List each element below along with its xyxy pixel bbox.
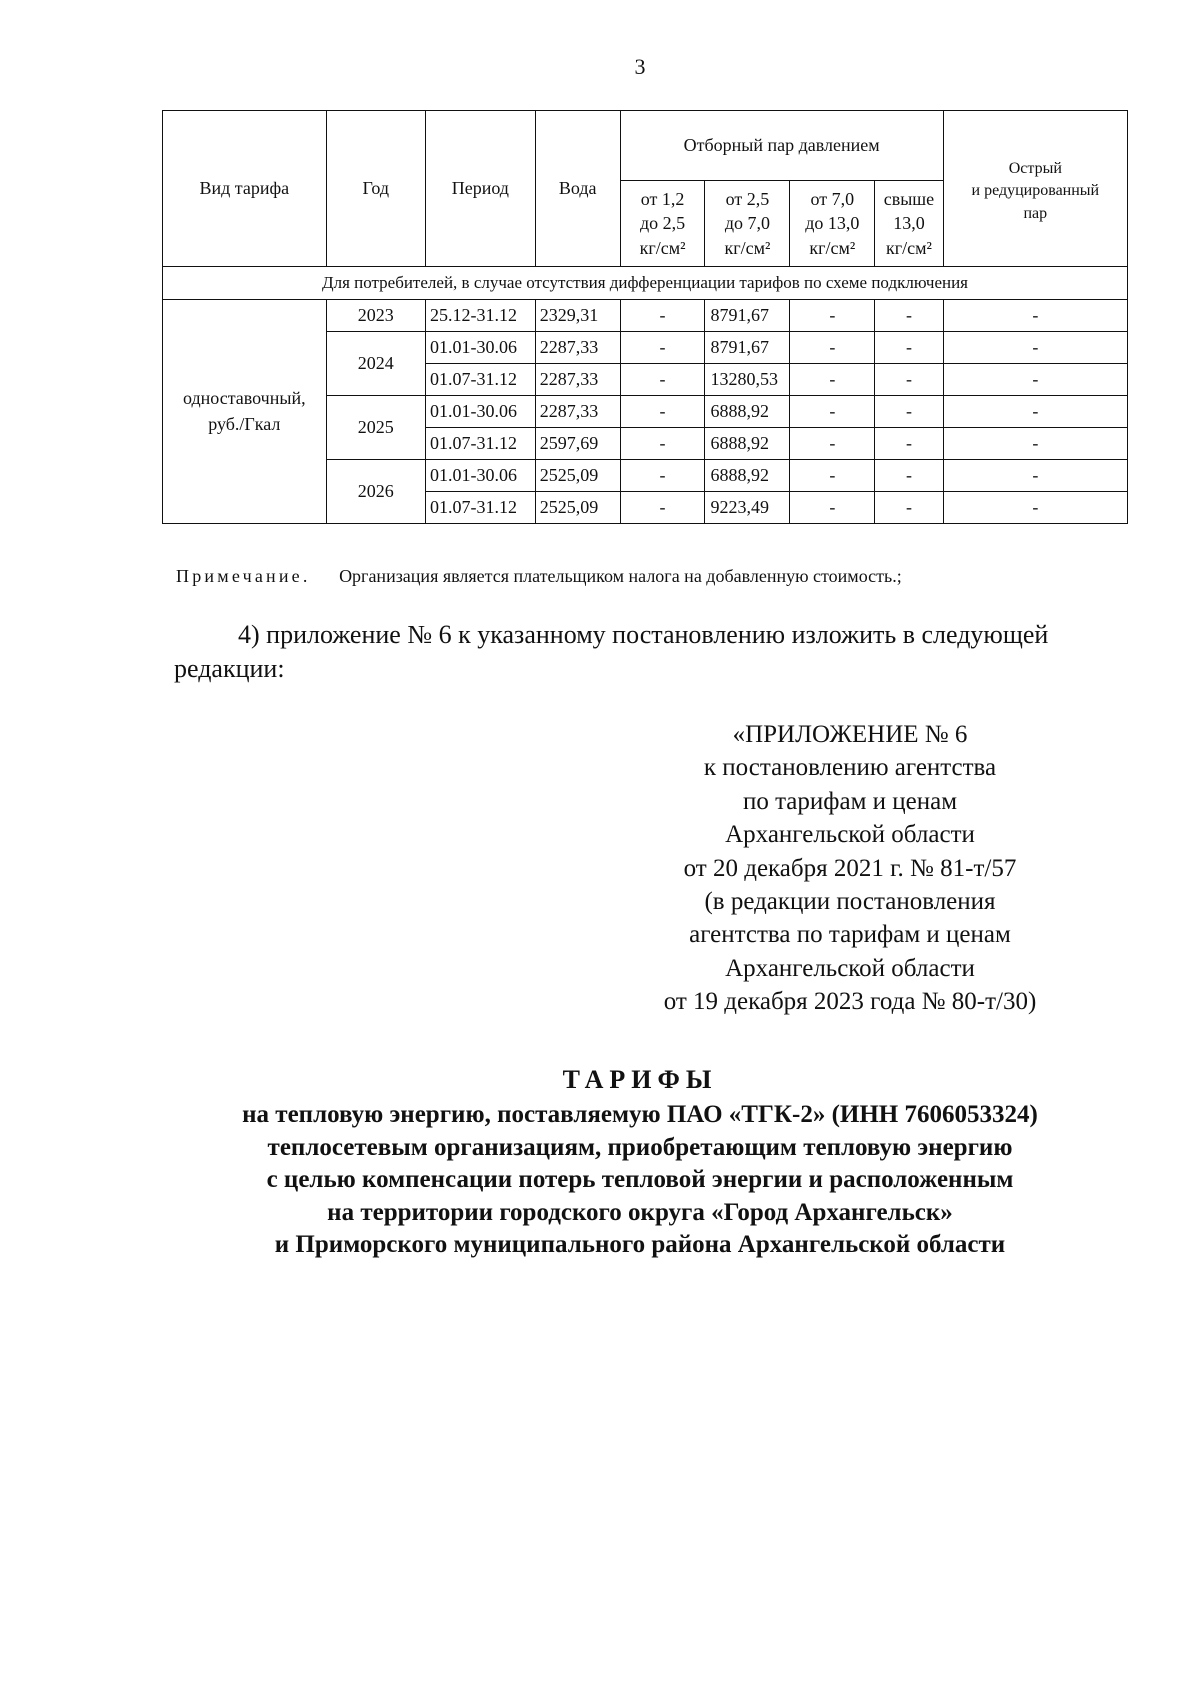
year-cell: 2023	[326, 300, 425, 332]
title-line: теплосетевым организациям, приобретающим тепловую энергию	[267, 1133, 1013, 1161]
ostry-cell: -	[943, 492, 1127, 524]
pressure-4-cell: -	[875, 492, 943, 524]
water-cell: 2287,33	[535, 332, 620, 364]
pressure-4-line-1: свыше	[883, 189, 935, 210]
header-pressure-4	[875, 181, 943, 267]
pressure-3-cell: -	[790, 396, 875, 428]
pressure-1-cell: -	[620, 428, 705, 460]
pressure-3-cell: -	[790, 364, 875, 396]
pressure-2-cell: 9223,49	[705, 492, 790, 524]
tariff-type-line-1: одноставочный,	[182, 388, 306, 409]
appendix-line: по тарифам и ценам	[742, 787, 958, 815]
table-row	[163, 300, 1128, 332]
page-number: 3	[634, 54, 646, 79]
header-period: Период	[425, 111, 535, 267]
pressure-2-line-2: до 7,0	[724, 213, 771, 234]
ostry-cell: -	[943, 332, 1127, 364]
appendix-line: Архангельской области	[725, 821, 975, 849]
title-line: с целью компенсации потерь тепловой энергии и расположенным	[266, 1166, 1014, 1193]
header-ostry-par	[943, 111, 1127, 267]
period-cell: 01.07-31.12	[425, 492, 535, 524]
pressure-4-cell: -	[875, 300, 943, 332]
pressure-4-line-3: кг/см²	[885, 237, 932, 258]
pressure-1-line-1: от 1,2	[640, 189, 685, 210]
period-cell: 01.01-30.06	[425, 460, 535, 492]
pressure-2-cell: 6888,92	[705, 460, 790, 492]
ostry-cell: -	[943, 364, 1127, 396]
pressure-4-cell: -	[875, 364, 943, 396]
header-ostry-line-2: и редуцированный	[971, 182, 1100, 200]
pressure-4-cell: -	[875, 332, 943, 364]
pressure-2-cell: 8791,67	[705, 332, 790, 364]
appendix-line: к постановлению агентства	[703, 754, 997, 782]
tariff-type-cell	[163, 300, 327, 524]
appendix-line: (в редакции постановления	[704, 887, 996, 915]
period-cell: 01.07-31.12	[425, 364, 535, 396]
pressure-4-cell: -	[875, 396, 943, 428]
pressure-2-cell: 6888,92	[705, 428, 790, 460]
pressure-2-cell: 8791,67	[705, 300, 790, 332]
header-vid-tarifa: Вид тарифа	[163, 111, 327, 267]
appendix-line: «ПРИЛОЖЕНИЕ № 6	[732, 721, 968, 748]
year-cell: 2024	[326, 332, 425, 396]
section-title: Для потребителей, в случае отсутствия дифференциации тарифов по схеме подключения	[163, 267, 1128, 300]
pressure-3-line-2: до 13,0	[805, 213, 860, 234]
tariff-table	[162, 110, 1128, 524]
pressure-1-cell: -	[620, 396, 705, 428]
pressure-1-cell: -	[620, 332, 705, 364]
appendix-line: агентства по тарифам и ценам	[689, 921, 1011, 949]
water-cell: 2525,09	[535, 492, 620, 524]
header-otborny-par: Отборный пар давлением	[620, 111, 943, 181]
pressure-1-cell: -	[620, 460, 705, 492]
period-cell: 25.12-31.12	[425, 300, 535, 332]
appendix-line: от 19 декабря 2023 года № 80-т/30)	[663, 988, 1037, 1015]
note-label: Примечание.	[176, 566, 311, 586]
appendix-line: Архангельской области	[725, 954, 975, 982]
year-cell: 2026	[326, 460, 425, 524]
pressure-3-cell: -	[790, 460, 875, 492]
water-cell: 2525,09	[535, 460, 620, 492]
ostry-cell: -	[943, 428, 1127, 460]
pressure-1-line-3: кг/см²	[639, 237, 686, 258]
header-pressure-1	[620, 181, 705, 267]
water-cell: 2329,31	[535, 300, 620, 332]
note-text: Организация является плательщиком налога на добавленную стоимость.;	[339, 566, 902, 586]
water-cell: 2287,33	[535, 364, 620, 396]
pressure-1-cell: -	[620, 364, 705, 396]
appendix-header	[640, 718, 1060, 1018]
pressure-4-line-2: 13,0	[893, 213, 925, 234]
pressure-2-cell: 13280,53	[705, 364, 790, 396]
year-cell: 2025	[326, 396, 425, 460]
ostry-cell: -	[943, 460, 1127, 492]
pressure-1-line-2: до 2,5	[639, 213, 686, 234]
ostry-cell: -	[943, 300, 1127, 332]
document-title: ТАРИФЫ	[562, 1065, 718, 1094]
header-pressure-3	[790, 181, 875, 267]
pressure-2-cell: 6888,92	[705, 396, 790, 428]
header-ostry-line-1: Острый	[1008, 159, 1062, 177]
pressure-1-cell: -	[620, 492, 705, 524]
water-cell: 2597,69	[535, 428, 620, 460]
title-line: на тепловую энергию, поставляемую ПАО «ТГК-2» (ИНН 7606053324)	[242, 1101, 1038, 1128]
document-title-block	[120, 1065, 1160, 1262]
pressure-1-cell: -	[620, 300, 705, 332]
ostry-cell: -	[943, 396, 1127, 428]
header-voda: Вода	[535, 111, 620, 267]
title-line: и Приморского муниципального района Архангельской области	[274, 1231, 1006, 1258]
period-cell: 01.01-30.06	[425, 332, 535, 364]
header-ostry-line-3: пар	[1023, 204, 1048, 222]
note	[176, 566, 902, 587]
pressure-3-cell: -	[790, 332, 875, 364]
water-cell: 2287,33	[535, 396, 620, 428]
pressure-3-cell: -	[790, 300, 875, 332]
pressure-3-cell: -	[790, 492, 875, 524]
period-cell: 01.07-31.12	[425, 428, 535, 460]
pressure-3-line-1: от 7,0	[810, 189, 855, 210]
pressure-2-line-3: кг/см²	[724, 237, 771, 258]
period-cell: 01.01-30.06	[425, 396, 535, 428]
pressure-4-cell: -	[875, 428, 943, 460]
pressure-3-cell: -	[790, 428, 875, 460]
header-pressure-2	[705, 181, 790, 267]
tariff-type-line-2: руб./Гкал	[208, 413, 281, 434]
pressure-4-cell: -	[875, 460, 943, 492]
pressure-2-line-1: от 2,5	[725, 189, 770, 210]
header-god: Год	[326, 111, 425, 267]
pressure-3-line-3: кг/см²	[809, 237, 856, 258]
appendix-line: от 20 декабря 2021 г. № 81-т/57	[683, 854, 1017, 882]
title-line: на территории городского округа «Город Архангельск»	[327, 1198, 953, 1226]
item-4-paragraph: 4) приложение № 6 к указанному постановлению изложить в следующей редакции:	[174, 620, 1049, 683]
